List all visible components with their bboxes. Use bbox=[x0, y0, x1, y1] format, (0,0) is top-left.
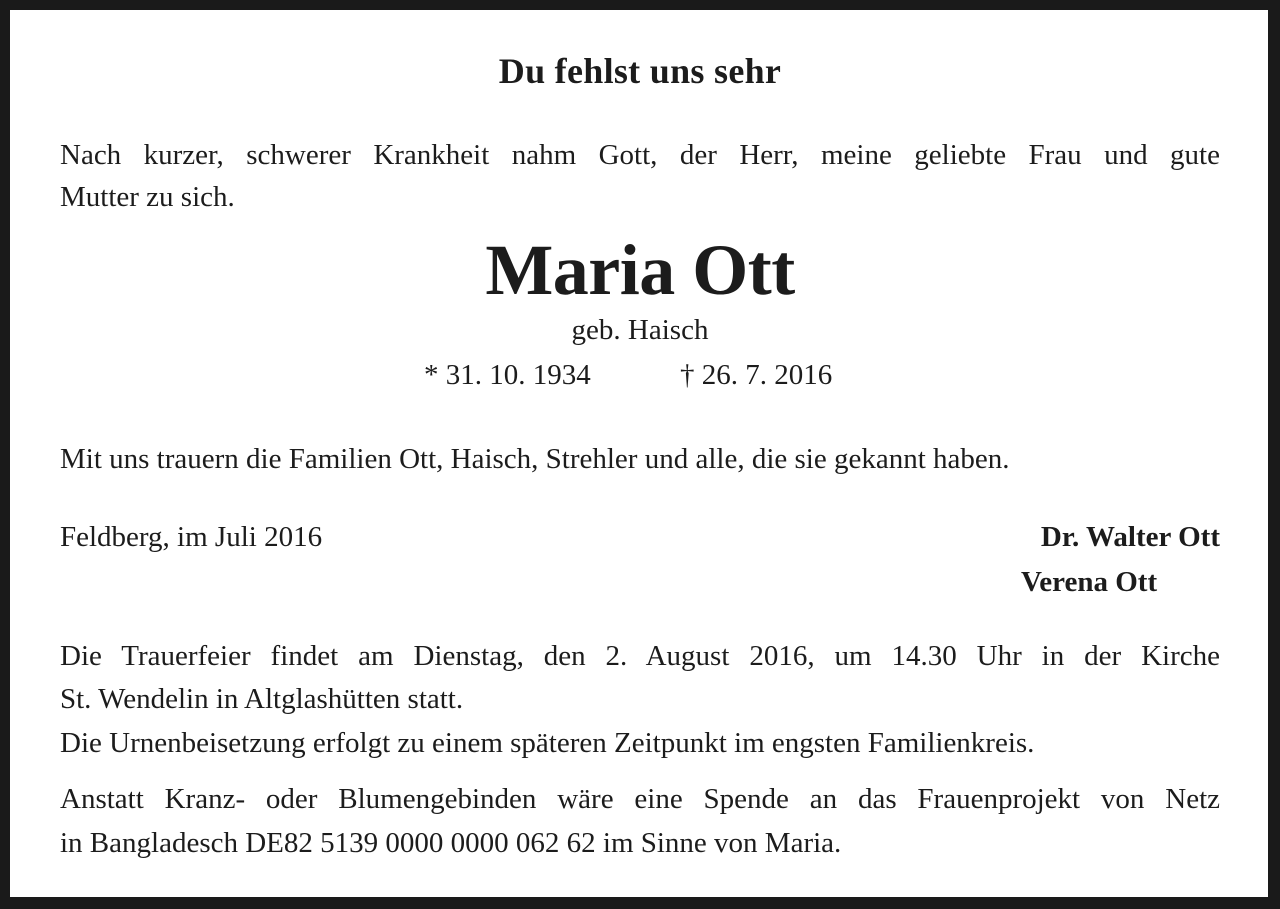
death-date: † 26. 7. 2016 bbox=[680, 359, 833, 391]
service-text-line-1: Die Trauerfeier findet am Dienstag, den 2. August 2016, um 14.30 Uhr in der Kirche bbox=[60, 640, 1220, 672]
place-and-date: Feldberg, im Juli 2016 bbox=[60, 521, 323, 553]
donation-text-line-2: in Bangladesch DE82 5139 0000 0000 062 62 im Sinne von Maria. bbox=[60, 827, 842, 859]
signatory-2: Verena Ott bbox=[1021, 566, 1158, 598]
mourners-text: Mit uns trauern die Familien Ott, Haisch, Strehler und alle, die sie gekannt haben. bbox=[60, 443, 1010, 475]
signatory-1: Dr. Walter Ott bbox=[1040, 521, 1220, 553]
intro-text-line-1: Nach kurzer, schwerer Krankheit nahm Gott, der Herr, meine geliebte Frau und gute bbox=[60, 139, 1220, 171]
maiden-name: geb. Haisch bbox=[571, 314, 709, 346]
service-text-line-2: St. Wendelin in Altglashütten statt. bbox=[60, 683, 464, 715]
urn-burial-text: Die Urnenbeisetzung erfolgt zu einem späteren Zeitpunkt im engsten Familienkreis. bbox=[60, 727, 1035, 759]
notice-heading: Du fehlst uns sehr bbox=[498, 51, 782, 91]
birth-date: * 31. 10. 1934 bbox=[424, 359, 591, 391]
deceased-name: Maria Ott bbox=[485, 230, 795, 310]
donation-text-line-1: Anstatt Kranz- oder Blumengebinden wäre eine Spende an das Frauenprojekt von Netz bbox=[60, 783, 1220, 815]
intro-text-line-2: Mutter zu sich. bbox=[60, 181, 235, 213]
